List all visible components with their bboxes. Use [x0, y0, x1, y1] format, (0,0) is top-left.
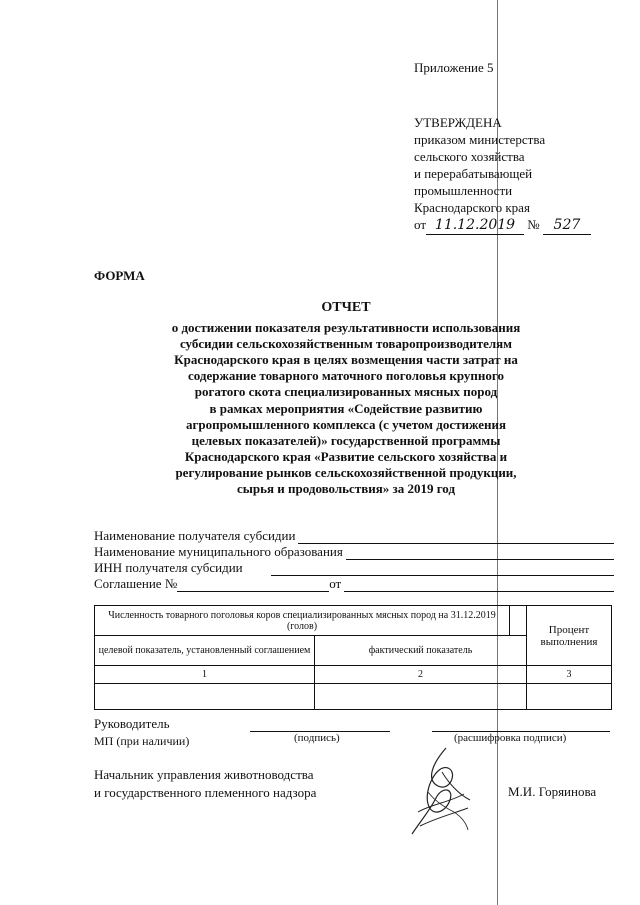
- head-label: Руководитель: [94, 716, 170, 731]
- approved-title: УТВЕРЖДЕНА: [414, 115, 502, 130]
- target-value-cell[interactable]: [95, 684, 315, 710]
- group-header: Численность товарного поголовья коров специализированных мясных пород на 31.12.2019 (голов): [95, 606, 510, 636]
- title-line-7: агропромышленного комплекса (с учетом достижения: [185, 416, 507, 432]
- approved-line-1: приказом министерства: [414, 132, 546, 147]
- actual-value-cell[interactable]: [315, 684, 527, 710]
- form-label: ФОРМА: [94, 268, 145, 283]
- title-line-5: рогатого скота специализированных мясных пород: [194, 384, 498, 400]
- recipient-fields: [94, 528, 614, 592]
- approved-line-5: Краснодарского края: [414, 200, 530, 215]
- recipient-label: Наименование получателя субсидии: [94, 528, 296, 543]
- municipality-row: [94, 544, 614, 560]
- municipality-label: Наименование муниципального образования: [94, 544, 343, 559]
- report-heading: ОТЧЕТ: [321, 300, 371, 315]
- approved-line-2: сельского хозяйства: [414, 149, 525, 164]
- agreement-from-label: от: [329, 576, 342, 591]
- agreement-label: Соглашение №: [94, 576, 178, 591]
- recipient-blank[interactable]: [298, 531, 614, 544]
- col-actual-header: фактический показатель: [315, 636, 527, 666]
- col-percent-header: Процент выполнения: [527, 606, 612, 666]
- position-line-2: и государственного племенного надзора: [94, 785, 317, 800]
- approved-line-3: и перерабатывающей: [414, 166, 533, 181]
- approval-block: [414, 114, 591, 235]
- signer-name: М.И. Горяинова: [508, 784, 597, 799]
- inn-label: ИНН получателя субсидии: [94, 560, 243, 575]
- signature-decode-caption: (расшифровка подписи): [454, 732, 567, 744]
- municipality-blank[interactable]: [346, 547, 614, 560]
- approved-line-4: промышленности: [414, 183, 513, 198]
- number-prefix: №: [527, 217, 540, 232]
- agreement-date-blank[interactable]: [344, 579, 614, 592]
- col-target-header: целевой показатель, установленный соглашением: [95, 636, 315, 666]
- recipient-row: [94, 528, 614, 544]
- approval-date-line: [414, 216, 591, 235]
- percent-value-cell[interactable]: [527, 684, 612, 710]
- approval-number: 527: [543, 217, 591, 235]
- title-line-11: сырья и продовольствия» за 2019 год: [236, 481, 456, 497]
- spacer-cell: [510, 606, 527, 636]
- position-line-1: Начальник управления животноводства: [94, 767, 314, 782]
- title-line-10: регулирование рынков сельскохозяйственной продукции,: [175, 464, 517, 480]
- title-line-4: содержание товарного маточного поголовья крупного: [188, 368, 504, 384]
- indicator-table: [94, 605, 612, 710]
- col-number-2: 2: [315, 666, 527, 684]
- inn-blank[interactable]: [271, 563, 614, 576]
- title-line-1: о достижении показателя результативности использования: [171, 320, 521, 336]
- title-line-6: в рамках мероприятия «Содействие развитию: [209, 400, 483, 416]
- title-line-8: целевых показателей)» государственной программы: [191, 432, 501, 448]
- inn-row: [94, 560, 614, 576]
- agreement-number-blank[interactable]: [177, 579, 329, 592]
- date-prefix: от: [414, 217, 427, 232]
- appendix-label: Приложение 5: [414, 60, 494, 75]
- agreement-row: [94, 576, 614, 592]
- handwritten-signature: [398, 742, 488, 842]
- signature-caption: (подпись): [294, 732, 340, 744]
- title-line-3: Краснодарского края в целях возмещения части затрат на: [174, 352, 518, 368]
- mp-label: МП (при наличии): [94, 734, 190, 748]
- col-number-3: 3: [527, 666, 612, 684]
- footer-position: [94, 766, 316, 802]
- title-line-9: Краснодарского края «Развитие сельского хозяйства и: [184, 448, 508, 464]
- approval-date: 11.12.2019: [426, 217, 524, 235]
- col-number-1: 1: [95, 666, 315, 684]
- report-title: [120, 300, 572, 497]
- title-line-2: субсидии сельскохозяйственным товаропроизводителям: [179, 336, 513, 352]
